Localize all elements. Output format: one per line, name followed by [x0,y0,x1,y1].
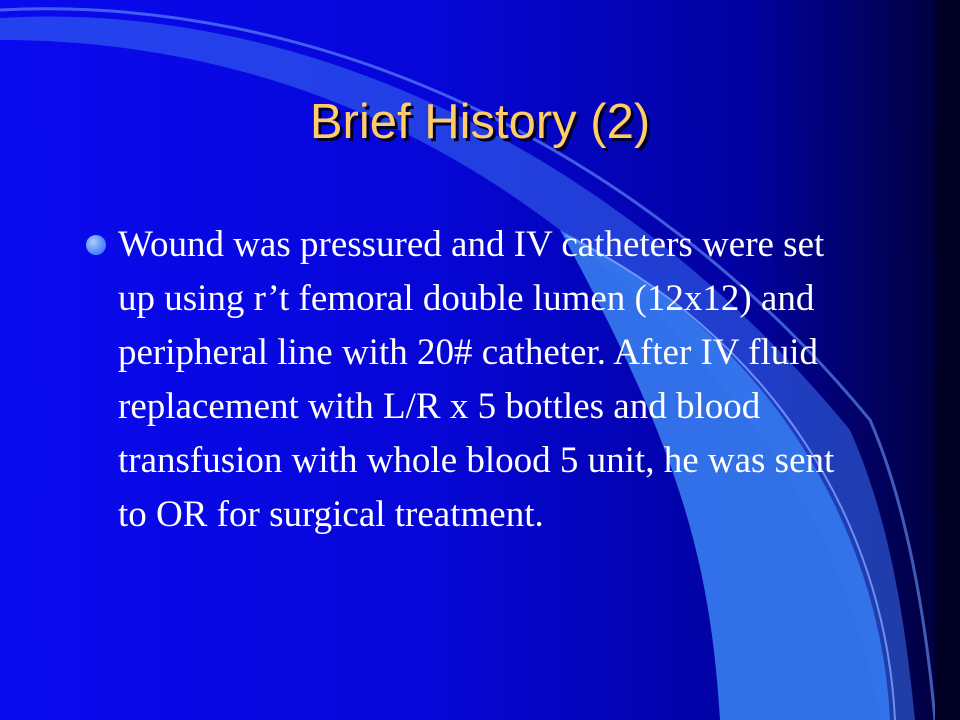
bullet-icon [86,235,106,255]
bullet-text: Wound was pressured and IV catheters were set up using r’t femoral double lumen (12x12) and peripheral line with 20# catheter. After IV fluid replacement with L/R x 5 bottles and blood transfusion with whole blood 5 unit, he was sent to OR for surgical treatment. [118,224,835,535]
slide-title: Brief History (2) [309,95,651,149]
